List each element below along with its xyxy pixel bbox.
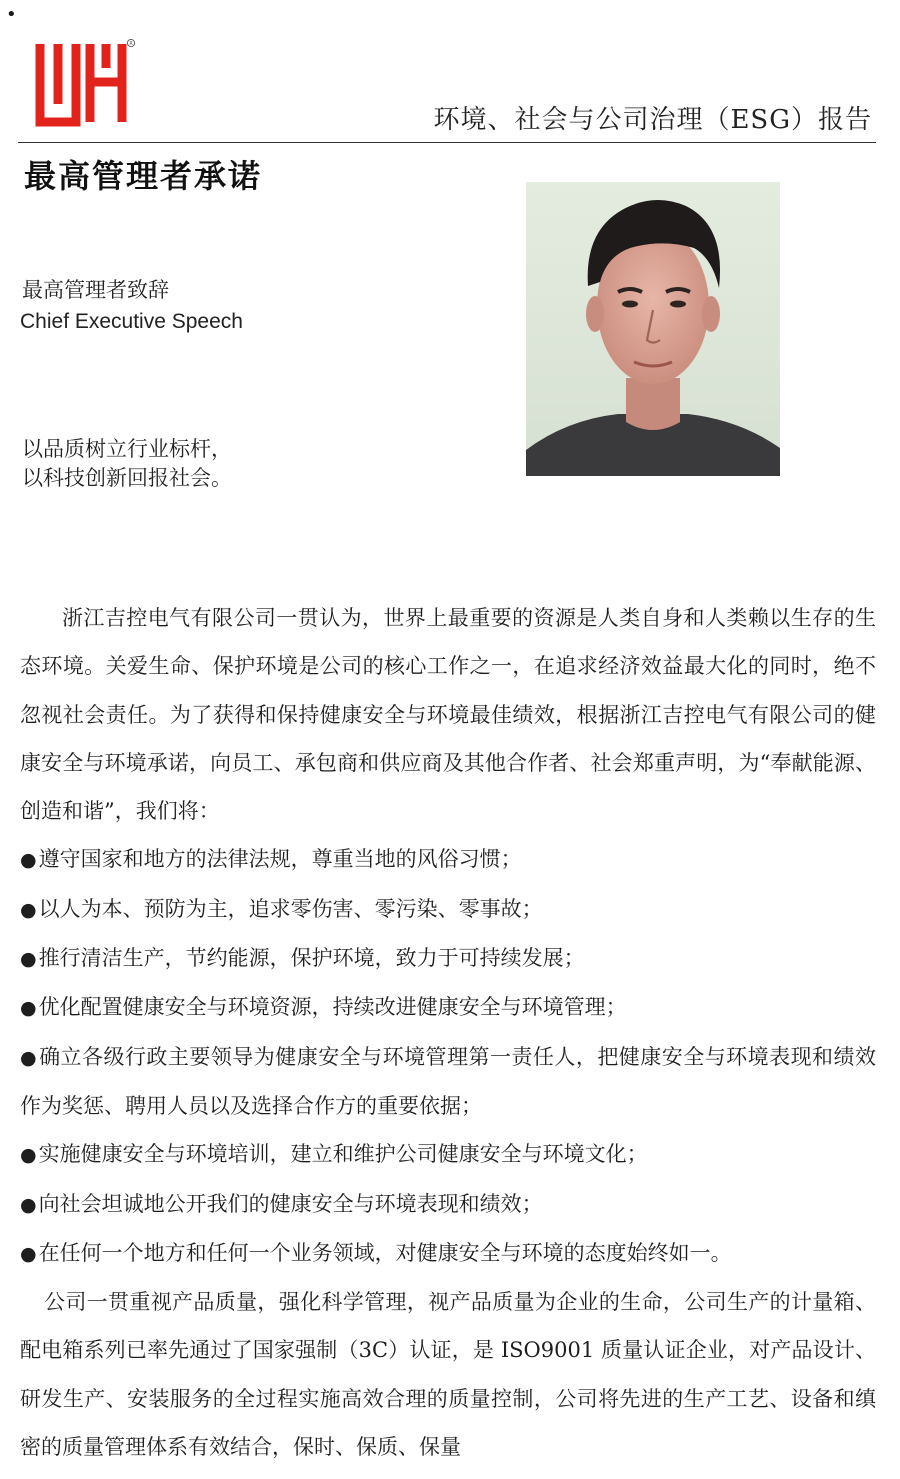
commitment-text: 推行清洁生产，节约能源，保护环境，致力于可持续发展； [38, 946, 585, 971]
commitment-text: 在任何一个地方和任何一个业务领域，对健康安全与环境的态度始终如一。 [38, 1240, 732, 1265]
portrait-photo [526, 182, 780, 476]
bullet-icon: ● [20, 997, 37, 1020]
section-title: 最高管理者承诺 [24, 157, 263, 195]
commitment-text: 优化配置健康安全与环境资源，持续改进健康安全与环境管理； [38, 995, 627, 1020]
commitment-item [20, 983, 876, 1032]
motto-line: 以科技创新回报社会。 [22, 466, 232, 490]
quality-paragraph: 公司一贯重视产品质量，强化科学管理，视产品质量为企业的生命，公司生产的计量箱、配电箱系列已率先通过了国家强制（3C）认证，是 ISO9001 质量认证企业，对产品设计、研发生产、安装服务的全过程实施高效合理的质量控制，公司将先进的生产工艺、设备和缜密的质量管理体系有效结合，保时、保质、保量 [20, 1290, 876, 1460]
bullet-icon: ● [20, 898, 37, 921]
intro-paragraph: 浙江吉控电气有限公司一贯认为，世界上最重要的资源是人类自身和人类赖以生存的生态环境。关爱生命、保护环境是公司的核心工作之一，在追求经济效益最大化的同时，绝不忽视社会责任。为了获得和保持健康安全与环境最佳绩效，根据浙江吉控电气有限公司的健康安全与环境承诺，向员工、承包商和供应商及其他合作者、社会郑重声明，为“奉献能源、创造和谐”，我们将： [20, 606, 876, 824]
bullet-icon: ● [20, 1144, 37, 1167]
motto [22, 435, 232, 493]
commitment-text: 向社会坦诚地公开我们的健康安全与环境表现和绩效； [38, 1191, 543, 1216]
commitment-item [20, 885, 876, 934]
report-title: 环境、社会与公司治理（ESG）报告 [433, 105, 872, 135]
commitment-body [20, 594, 876, 1471]
commitment-text: 遵守国家和地方的法律法规，尊重当地的风俗习惯； [38, 847, 522, 872]
commitment-item [20, 1180, 876, 1229]
bullet-icon: ● [20, 1242, 37, 1265]
svg-text:R: R [129, 41, 133, 47]
company-logo-icon [32, 38, 136, 128]
commitment-item [20, 1033, 876, 1131]
commitment-item [20, 1130, 876, 1179]
commitment-item [20, 1229, 876, 1278]
speech-title-cn: 最高管理者致辞 [22, 278, 169, 302]
page-marker: • [6, 4, 17, 25]
bullet-icon: ● [20, 849, 37, 872]
bullet-icon: ● [20, 1193, 37, 1216]
commitment-text: 实施健康安全与环境培训，建立和维护公司健康安全与环境文化； [38, 1142, 648, 1167]
bullet-icon: ● [20, 1046, 38, 1069]
bullet-icon: ● [20, 948, 37, 971]
commitment-text: 确立各级行政主要领导为健康安全与环境管理第一责任人，把健康安全与环境表现和绩效作为奖惩、聘用人员以及选择合作方的重要依据； [20, 1044, 876, 1118]
commitment-text: 以人为本、预防为主，追求零伤害、零污染、零事故； [38, 896, 543, 921]
motto-line: 以品质树立行业标杆， [22, 437, 232, 461]
header-divider [18, 142, 876, 143]
speech-title-en: Chief Executive Speech [20, 310, 243, 333]
commitment-item [20, 934, 876, 983]
commitment-item [20, 835, 876, 884]
